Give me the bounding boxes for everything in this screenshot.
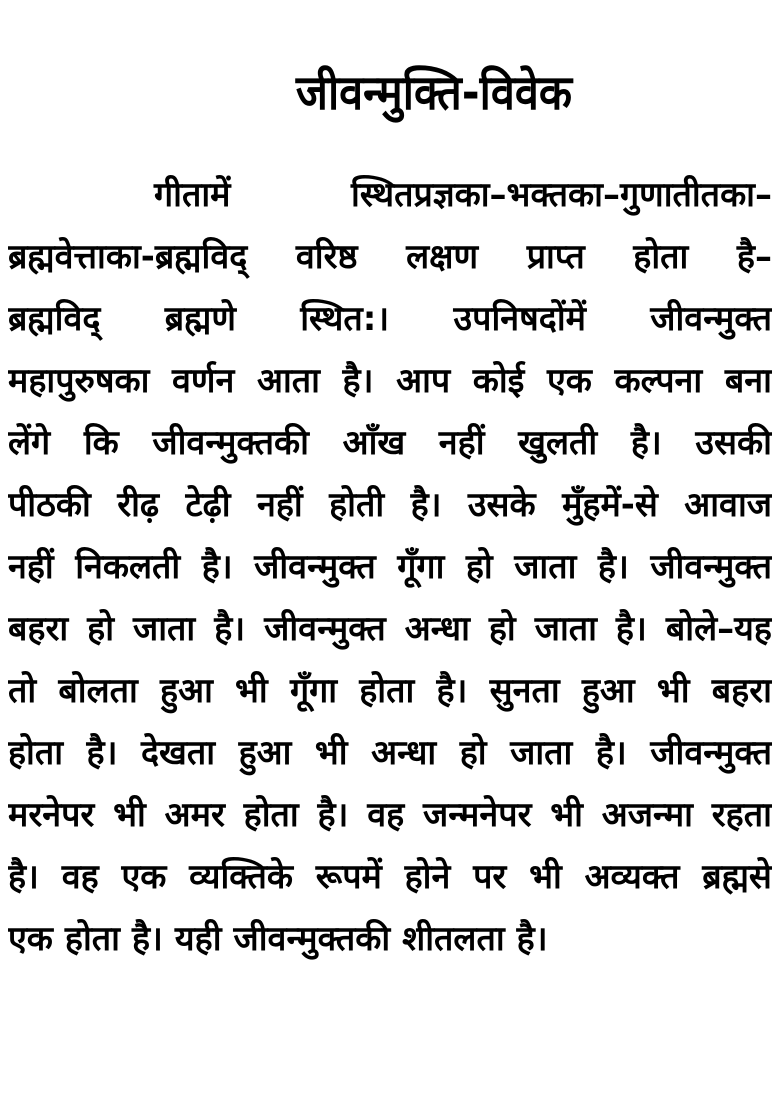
word: है। — [86, 733, 118, 773]
word: जाता — [514, 547, 577, 587]
word: है। — [131, 919, 163, 959]
word: अव्यक्त — [584, 857, 680, 897]
word: अन्धा — [404, 609, 470, 649]
word: उपनिषदोंमें — [453, 299, 586, 339]
word: जन्मनेपर — [423, 795, 532, 835]
word: लेंगे — [8, 423, 51, 463]
word: रूपमें — [315, 857, 382, 897]
word: सुनता — [489, 671, 560, 711]
word: है। — [615, 609, 647, 649]
word: ब्रह्मसे — [702, 857, 772, 897]
text-line-7 — [8, 536, 772, 598]
text-line-13 — [8, 908, 772, 970]
word: भी — [656, 671, 690, 711]
word: स्थित:। — [300, 299, 390, 339]
word: है। — [317, 795, 349, 835]
word: कि — [83, 423, 119, 463]
word: बना — [724, 361, 772, 401]
text-line-11 — [8, 784, 772, 846]
word: होती — [329, 485, 385, 525]
word: रीढ़ — [117, 485, 160, 525]
word: गूँगा — [397, 547, 445, 587]
word: कल्पना — [614, 361, 703, 401]
word: भी — [113, 795, 146, 835]
word: जीवन्मुक्त — [650, 547, 772, 587]
text-line-1 — [8, 164, 772, 226]
word: आता — [256, 361, 320, 401]
word: जीवन्मुक्तकी — [233, 919, 391, 959]
word: आँख — [342, 423, 406, 463]
text-line-6 — [8, 474, 772, 536]
word: लक्षण — [406, 237, 479, 277]
word: स्थितप्रज्ञका–भक्तका–गुणातीतका– — [351, 175, 772, 215]
word: होता — [243, 795, 299, 835]
word: मरनेपर — [8, 795, 95, 835]
word: नहीं — [256, 485, 303, 525]
word: अन्धा — [371, 733, 437, 773]
word: जाता — [510, 733, 573, 773]
word: है। — [597, 547, 629, 587]
word: नहीं — [438, 423, 485, 463]
word: यही — [174, 919, 222, 959]
word: जीवन्मुक्त — [254, 547, 376, 587]
word: व्यक्तिके — [189, 857, 294, 897]
word: है। — [8, 857, 39, 897]
word: है। — [595, 733, 627, 773]
word: खुलती — [518, 423, 598, 463]
word: जीवन्मुक्तकी — [152, 423, 309, 463]
word: देखता — [141, 733, 216, 773]
word: है। — [214, 609, 246, 649]
word: तो — [8, 671, 37, 711]
word: बोले–यह — [665, 609, 772, 649]
word: बहरा — [8, 609, 69, 649]
word: उसकी — [695, 423, 772, 463]
word: हुआ — [581, 671, 635, 711]
text-line-4 — [8, 350, 772, 412]
word: नहीं — [8, 547, 54, 587]
word: बोलता — [58, 671, 138, 711]
word: रहता — [711, 795, 772, 835]
word: बहरा — [711, 671, 772, 711]
word: वह — [367, 795, 405, 835]
word: हो — [488, 609, 516, 649]
word: आप — [396, 361, 451, 401]
word: हुआ — [160, 671, 213, 711]
word: जीवन्मुक्त — [650, 733, 772, 773]
word: हो — [465, 547, 493, 587]
page-title: जीवन्मुक्ति-विवेक — [295, 65, 573, 121]
word: होता — [633, 237, 689, 277]
word: जीवन्मुक्त — [650, 299, 772, 339]
word: जाता — [534, 609, 597, 649]
text-line-3 — [8, 288, 772, 350]
body-paragraph — [8, 164, 772, 970]
word: हो — [87, 609, 115, 649]
word: है। — [436, 671, 468, 711]
word: एक — [547, 361, 592, 401]
text-line-5 — [8, 412, 772, 474]
word: हो — [459, 733, 487, 773]
word: वरिष्ठ — [295, 237, 358, 277]
word: होने — [404, 857, 451, 897]
text-line-10 — [8, 722, 772, 784]
word: अमर — [164, 795, 225, 835]
word: टेढ़ी — [185, 485, 231, 525]
word: है। — [342, 361, 374, 401]
word: आवाज — [684, 485, 772, 525]
text-line-12 — [8, 846, 772, 908]
word: होता — [8, 733, 64, 773]
word: है। — [410, 485, 442, 525]
word: महापुरुषका — [8, 361, 150, 401]
word: गूँगा — [289, 671, 338, 711]
word: गीतामें — [154, 175, 231, 215]
text-line-9 — [8, 660, 772, 722]
word: ब्रह्मविद् — [8, 299, 101, 339]
word: शीतलता — [402, 919, 505, 959]
word: उसके — [467, 485, 536, 525]
word: भी — [235, 671, 268, 711]
word: है। — [201, 547, 233, 587]
word: कोई — [472, 361, 525, 401]
word: पीठकी — [8, 485, 91, 525]
word: निकलती — [75, 547, 181, 587]
word: प्राप्त — [526, 237, 585, 277]
word: पर — [473, 857, 507, 897]
word: है। — [630, 423, 662, 463]
word: मुँहमें-से — [562, 485, 658, 525]
word: ब्रह्मवेत्ताका-ब्रह्मविद् — [8, 237, 248, 277]
word: भी — [529, 857, 562, 897]
word: है। — [516, 919, 548, 959]
text-line-8 — [8, 598, 772, 660]
word: भी — [314, 733, 348, 773]
word: एक — [121, 857, 167, 897]
word: वर्णन — [172, 361, 235, 401]
word: है– — [736, 237, 772, 277]
word: जीवन्मुक्त — [264, 609, 386, 649]
word: भी — [550, 795, 583, 835]
word: अजन्मा — [601, 795, 693, 835]
word: होता — [64, 919, 120, 959]
word: वह — [61, 857, 99, 897]
text-line-2 — [8, 226, 772, 288]
word: ब्रह्मणे — [164, 299, 236, 339]
word: जाता — [133, 609, 196, 649]
word: एक — [8, 919, 53, 959]
word: होता — [359, 671, 415, 711]
word: हुआ — [238, 733, 292, 773]
